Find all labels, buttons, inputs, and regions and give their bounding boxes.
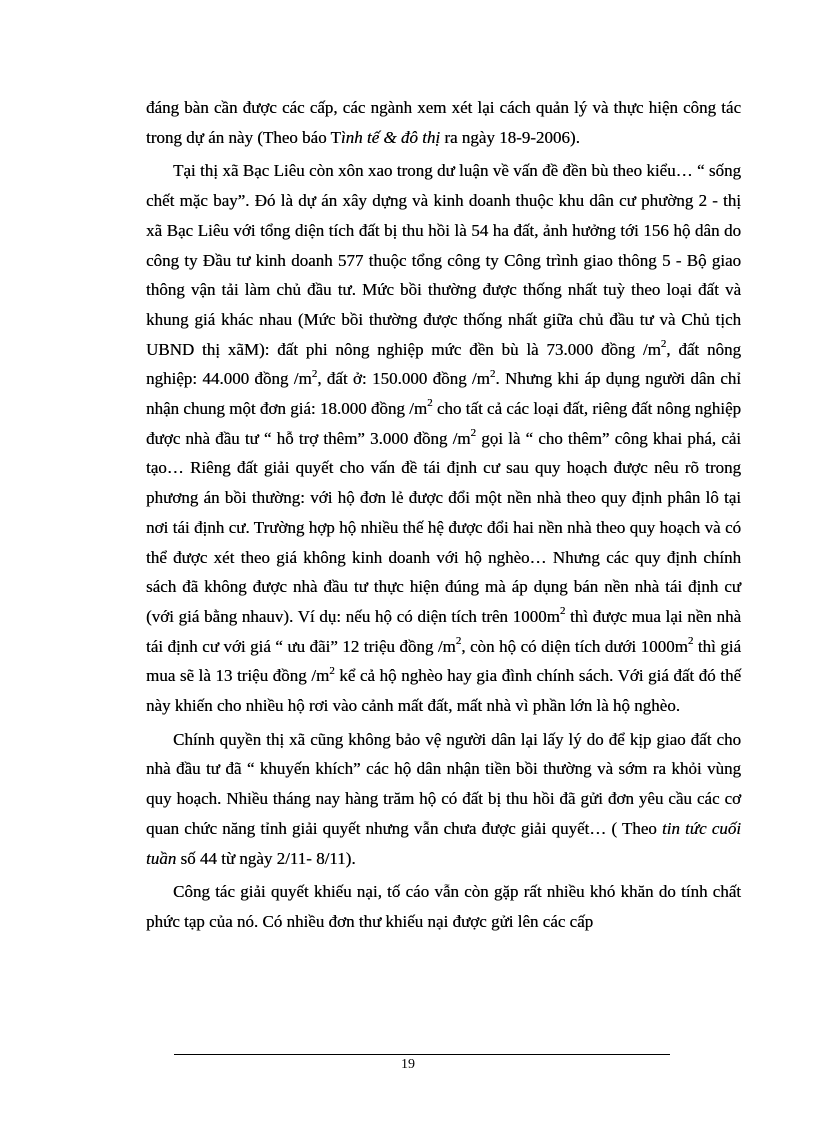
text-run: Tại thị xã Bạc Liêu còn xôn xao trong dư luận về vấn đề đền bù theo kiểu… “ sống chết mặc bay”. Đó là dự án xây dựng và kinh doanh thuộc khu dân cư phường 2 - thị xã Bạc Liêu với tổng diện tích đất bị thu hồi là 54 ha đất, ảnh hưởng tới 156 hộ dân do công ty Đầu tư kinh doanh 577 thuộc tổng công ty Công trình giao thông 5 - Bộ giao thông vận tải làm chủ đầu tư. Mức bồi thường được thống nhất tuỳ theo loại đất và khung giá khác nhau (Mức bồi thường được thống nhất giữa chủ đầu tư và Chủ tịch UBND thị xãM): đất phi nông nghiệp mức đền bù là 73.000 đồng /m <box>146 161 741 359</box>
text-run: ra ngày 18-9-2006). <box>440 127 580 147</box>
italic-source: tin tức cuối tuần <box>146 818 741 868</box>
italic-source: ình tế & đô thị <box>340 127 441 147</box>
text-run: cho tất cả các loại đất, riêng đất nông nghiệp được nhà đầu tư “ hỗ trợ thêm” 3.000 đồng /m <box>146 399 742 448</box>
superscript: 2 <box>455 635 462 647</box>
paragraph-2 <box>146 156 741 720</box>
text-run: , đất ở: 150.000 đồng /m <box>317 369 490 389</box>
superscript: 2 <box>559 605 566 618</box>
text-run: Công tác giải quyết khiếu nại, tố cáo vẫn còn gặp rất nhiều khó khăn do tính chất phức tạp của nó. Có nhiều đơn thư khiếu nại được gửi lên các cấp <box>146 882 741 931</box>
superscript: 2 <box>329 664 335 677</box>
paragraph-1 <box>146 93 741 152</box>
text-run: gọi là “ cho thêm” công khai phá, cải tạo… Riêng đất giải quyết cho vấn đề tái định cư sau quy hoạch được nêu rõ trong phương án bồi thường: với hộ đơn lẻ được đổi một nền nhà theo quy định phân lô tại nơi tái định cư. Trường hợp hộ nhiều thế hệ được đổi hai nền nhà theo quy hoạch và có thể được xét theo giá không kinh doanh với hộ nghèo… Nhưng các quy định chính sách đã không được nhà đầu tư thực hiện đúng mà áp dụng bán nền nhà tái định cư (với giá bằng nhauv). Ví dụ: nếu hộ có diện tích trên 1000m <box>146 428 742 626</box>
superscript: 2 <box>489 367 496 380</box>
text-run: thì được mua lại nền nhà tái định cư với giá “ ưu đãi” 12 triệu đồng /m <box>146 606 741 656</box>
paragraph-4 <box>146 877 741 936</box>
text-run: , đất nông nghiệp: 44.000 đồng /m <box>146 339 741 389</box>
text-run: . Nhưng khi áp dụng người dân chỉ nhận chung một đơn giá: 18.000 đồng /m <box>146 369 741 419</box>
text-run: kể cả hộ nghèo hay gia đình chính sách. Với giá đất đó thế này khiến cho nhiều hộ rơi vào cảnh mất đất, mất nhà vì phần lớn là hộ nghèo. <box>146 666 741 716</box>
paragraph-3 <box>146 725 741 874</box>
superscript: 2 <box>470 427 477 440</box>
text-run: , còn hộ có diện tích dưới 1000m <box>461 636 688 656</box>
text-run: đáng bàn cần được các cấp, các ngành xem xét lại cách quản lý và thực hiện công tác trong dự án này (Theo báo T <box>146 98 741 147</box>
footer-divider <box>174 1054 670 1055</box>
superscript: 2 <box>660 337 667 350</box>
text-run: thì giá mua sẽ là 13 triệu đồng /m <box>146 636 741 686</box>
superscript: 2 <box>427 397 433 410</box>
body-text <box>146 93 741 941</box>
text-run: Chính quyền thị xã cũng không bảo vệ người dân lại lấy lý do để kịp giao đất cho nhà đầu tư đã “ khuyến khích” các hộ dân nhận tiền bồi thường và sớm ra khỏi vùng quy hoạch. Nhiều tháng nay hàng trăm hộ có đất bị thu hồi đã gửi đơn yêu cầu các cơ quan chức năng tỉnh giải quyết nhưng vẫn chưa được giải quyết… ( Theo <box>146 729 741 838</box>
text-run: số 44 từ ngày 2/11- 8/11). <box>176 848 356 868</box>
superscript: 2 <box>311 367 318 380</box>
page-number: 19 <box>401 1057 415 1072</box>
superscript: 2 <box>687 635 694 647</box>
